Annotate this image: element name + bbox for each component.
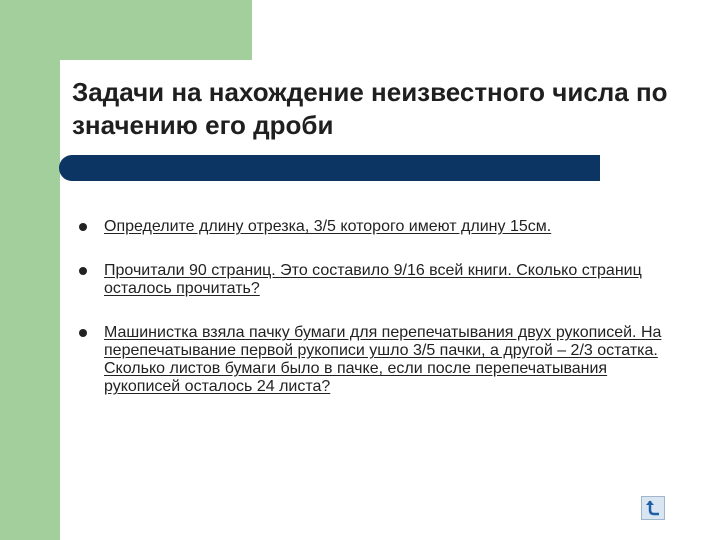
return-button[interactable] [641, 496, 665, 520]
bullet-icon [79, 267, 87, 275]
list-item [76, 218, 676, 236]
slide-title: Задачи на нахождение неизвестного числа по значению его дроби [72, 77, 668, 140]
list-item-text: Определите длину отрезка, 3/5 которого имеют длину 15см. [104, 218, 552, 235]
list-item-text: Машинистка взяла пачку бумаги для перепечатывания двух рукописей. На перепечатывание первой рукописи ушло 3/5 пачки, а другой – 2/3 остатка. Сколько листов бумаги было в пачке, если после перепечатывания рукописей осталось 24 листа? [104, 324, 662, 395]
list-item [76, 324, 676, 396]
decorative-green-panel-left [0, 0, 60, 540]
problem-list [76, 218, 676, 422]
bullet-icon [79, 329, 87, 337]
list-item-text: Прочитали 90 страниц. Это составило 9/16 всей книги. Сколько страниц осталось прочитать? [104, 262, 642, 297]
bullet-icon [79, 223, 87, 231]
decorative-green-panel-top [0, 0, 252, 60]
return-arrow-icon [644, 499, 662, 517]
title-underline-bar [72, 155, 600, 181]
list-item [76, 262, 676, 298]
